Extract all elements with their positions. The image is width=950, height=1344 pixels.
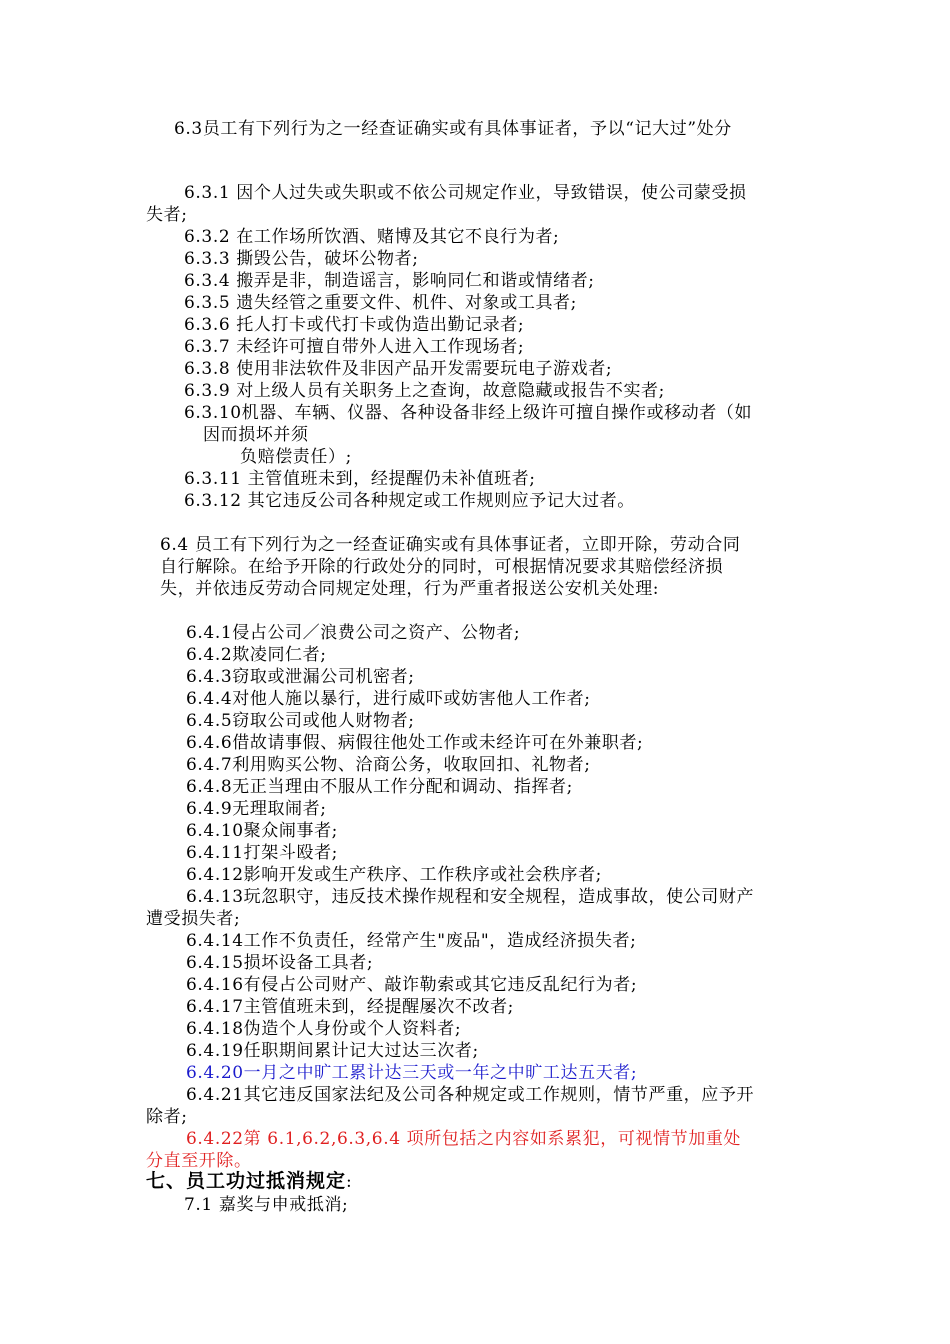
section-7-heading-colon: : — [346, 1172, 353, 1192]
item-6-4-22: 6.4.22第 6.1,6.2,6.3,6.4 项所包括之内容如系累犯，可视情节加重处 — [186, 1129, 742, 1149]
item-7-1: 7.1 嘉奖与申戒抵消; — [184, 1195, 349, 1215]
item-6-4-10: 6.4.10聚众闹事者; — [186, 821, 338, 841]
item-6-4-13-cont: 遭受损失者; — [146, 909, 241, 929]
item-6-4-4: 6.4.4对他人施以暴行，进行威吓或妨害他人工作者; — [186, 689, 591, 709]
item-6-3-10: 6.3.10机器、车辆、仪器、各种设备非经上级许可擅自操作或移动者（如 — [184, 403, 753, 423]
item-6-3-1-cont: 失者; — [146, 205, 188, 225]
item-6-3-5: 6.3.5 遗失经管之重要文件、机件、对象或工具者; — [184, 293, 577, 313]
item-6-4-16: 6.4.16有侵占公司财产、敲诈勒索或其它违反乱纪行为者; — [186, 975, 638, 995]
item-6-3-8: 6.3.8 使用非法软件及非因产品开发需要玩电子游戏者; — [184, 359, 613, 379]
item-6-4-22-cont: 分直至开除。 — [146, 1151, 252, 1171]
item-6-4-11: 6.4.11打架斗殴者; — [186, 843, 338, 863]
item-6-3-9: 6.3.9 对上级人员有关职务上之查询，故意隐藏或报告不实者; — [184, 381, 665, 401]
item-6-4-7: 6.4.7利用购买公物、洽商公务，收取回扣、礼物者; — [186, 755, 591, 775]
item-6-3-11: 6.3.11 主管值班未到，经提醒仍未补值班者; — [184, 469, 536, 489]
item-6-3-12: 6.3.12 其它违反公司各种规定或工作规则应予记大过者。 — [184, 491, 635, 511]
item-6-4-21-cont: 除者; — [146, 1107, 188, 1127]
section-7-heading-text: 七、员工功过抵消规定 — [146, 1170, 347, 1192]
item-6-4-20: 6.4.20一月之中旷工累计达三天或一年之中旷工达五天者; — [186, 1063, 638, 1083]
section-6-4-intro-line3: 失，并依违反劳动合同规定处理，行为严重者报送公安机关处理: — [160, 579, 660, 599]
item-6-4-19: 6.4.19任职期间累计记大过达三次者; — [186, 1041, 479, 1061]
item-6-3-6: 6.3.6 托人打卡或代打卡或伪造出勤记录者; — [184, 315, 525, 335]
item-6-4-6: 6.4.6借故请事假、病假往他处工作或未经许可在外兼职者; — [186, 733, 644, 753]
item-6-4-2: 6.4.2欺凌同仁者; — [186, 645, 327, 665]
item-6-4-5: 6.4.5窃取公司或他人财物者; — [186, 711, 415, 731]
item-6-3-10-cont: 因而损坏并须 — [203, 425, 309, 445]
item-6-3-4: 6.3.4 搬弄是非，制造谣言，影响同仁和谐或情绪者; — [184, 271, 595, 291]
item-6-4-12: 6.4.12影响开发或生产秩序、工作秩序或社会秩序者; — [186, 865, 602, 885]
item-6-4-8: 6.4.8无正当理由不服从工作分配和调动、指挥者; — [186, 777, 573, 797]
item-6-3-2: 6.3.2 在工作场所饮酒、赌博及其它不良行为者; — [184, 227, 560, 247]
section-7-heading — [146, 1170, 352, 1193]
item-6-4-15: 6.4.15损坏设备工具者; — [186, 953, 374, 973]
item-6-3-3: 6.3.3 撕毁公告，破坏公物者; — [184, 249, 419, 269]
item-6-3-10-cont2: 负赔偿责任）; — [240, 447, 352, 467]
item-6-4-13: 6.4.13玩忽职守，违反技术操作规程和安全规程，造成事故，使公司财产 — [186, 887, 755, 907]
item-6-4-3: 6.4.3窃取或泄漏公司机密者; — [186, 667, 415, 687]
section-6-4-intro-line1: 6.4 员工有下列行为之一经查证确实或有具体事证者，立即开除，劳动合同 — [160, 535, 741, 555]
item-6-4-18: 6.4.18伪造个人身份或个人资料者; — [186, 1019, 462, 1039]
item-6-4-17: 6.4.17主管值班未到，经提醒屡次不改者; — [186, 997, 514, 1017]
item-6-4-9: 6.4.9无理取闹者; — [186, 799, 327, 819]
item-6-4-21: 6.4.21其它违反国家法纪及公司各种规定或工作规则，情节严重，应予开 — [186, 1085, 755, 1105]
section-6-3-title: 6.3员工有下列行为之一经查证确实或有具体事证者，予以“记大过”处分 — [174, 119, 732, 139]
item-6-4-1: 6.4.1侵占公司／浪费公司之资产、公物者; — [186, 623, 521, 643]
item-6-3-1: 6.3.1 因个人过失或失职或不依公司规定作业，导致错误，使公司蒙受损 — [184, 183, 747, 203]
section-6-4-intro-line2: 自行解除。在给予开除的行政处分的同时，可根据情况要求其赔偿经济损 — [160, 557, 724, 577]
item-6-3-7: 6.3.7 未经许可擅自带外人进入工作现场者; — [184, 337, 525, 357]
item-6-4-14: 6.4.14工作不负责任，经常产生"废品"，造成经济损失者; — [186, 931, 637, 951]
